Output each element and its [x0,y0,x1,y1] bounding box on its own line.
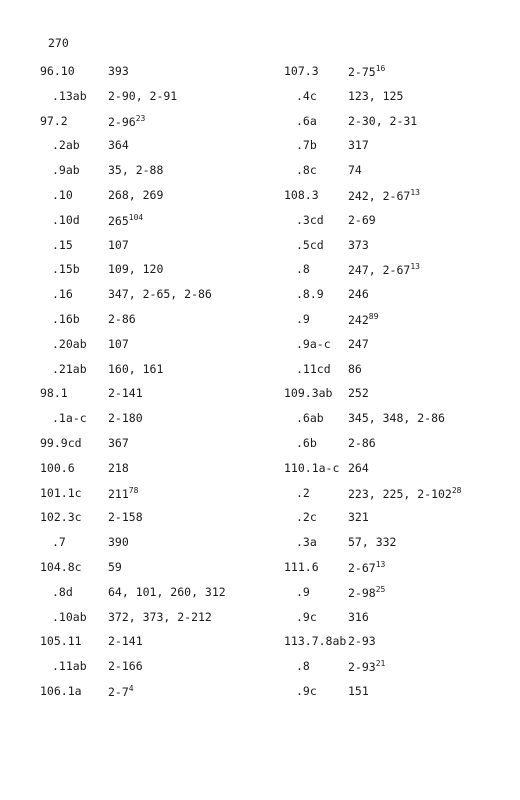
index-reference: .21ab [52,361,87,376]
page-list: 2-93 [348,634,376,649]
index-pages [348,163,362,177]
index-pages [348,411,445,425]
page-list: 2-96 [108,114,136,129]
footnote-number: 25 [375,584,386,594]
index-reference: .4c [296,88,317,103]
index-reference: .8 [296,262,310,277]
page-list: 264 [348,460,369,475]
page-list: 35, 2-88 [108,163,164,178]
index-pages [348,89,403,103]
page-list: 2-86 [108,312,136,326]
index-reference: .7b [296,138,317,153]
page-list: 367 [108,436,129,450]
page-list: 2-166 [108,659,143,674]
index-reference: 104.8c [40,560,82,574]
index-reference: .2c [296,510,317,525]
page-list: 123, 125 [348,88,404,103]
index-pages [108,312,136,326]
index-reference: .11cd [296,361,331,376]
page-list: 2-7 [108,685,129,699]
footnote-number: 78 [128,485,139,495]
page-list: 2-67 [348,561,376,575]
index-reference: .9c [296,684,317,698]
footnote-number: 104 [128,212,144,222]
index-pages [108,287,212,301]
page-list: 218 [108,460,129,475]
index-pages [348,461,369,475]
index-reference: .16b [52,312,80,326]
index-pages [108,560,122,574]
index-pages [348,287,369,301]
index-pages [348,386,369,400]
page-list: 364 [108,138,129,153]
page-list: 109, 120 [108,262,164,277]
index-pages [108,610,212,624]
index-pages [108,684,134,699]
index-pages [348,510,369,524]
index-reference: .9 [296,584,310,599]
index-reference: 107.3 [284,64,319,78]
index-pages [348,362,362,376]
index-pages [348,634,376,648]
index-pages [348,213,376,227]
index-pages [108,262,163,276]
index-pages [348,64,385,79]
page-list: 2-93 [348,660,376,675]
page-list: 59 [108,560,122,574]
index-reference: 106.1a [40,684,82,698]
index-reference: 99.9cd [40,436,82,450]
index-pages [348,659,385,674]
index-pages [108,486,138,501]
index-reference: .3cd [296,212,324,227]
index-pages [108,362,163,376]
index-reference: .10 [52,188,73,202]
index-reference: .7 [52,535,66,550]
index-pages [108,436,129,450]
index-pages [348,188,420,203]
index-reference: .16 [52,287,73,302]
page-list: 321 [348,510,369,525]
index-reference: .6b [296,436,317,450]
page-list: 107 [108,336,129,351]
index-pages [108,510,143,524]
index-reference: 110.1a-c [284,460,340,475]
index-pages [348,262,420,277]
index-pages [348,337,369,351]
page-list: 317 [348,138,369,153]
page-list: 242, 2-67 [348,189,411,203]
page-list: 373 [348,237,369,252]
page-list: 372, 373, 2-212 [108,609,212,624]
index-reference: .8.9 [296,287,324,302]
page-list: 247, 2-67 [348,263,411,278]
index-pages [108,461,129,475]
index-reference: .6ab [296,411,324,426]
page-list: 2-98 [348,585,376,600]
index-reference: 98.1 [40,386,68,401]
page-list: 390 [108,535,129,550]
page-list: 265 [108,213,129,228]
index-pages [108,213,143,228]
index-reference: .1a-c [52,411,87,426]
page-list: 2-75 [348,65,376,79]
footnote-number: 89 [368,312,379,321]
index-pages [348,138,369,152]
index-reference: 108.3 [284,188,319,202]
index-reference: .13ab [52,88,87,103]
index-reference: .10ab [52,609,87,624]
page-list: 2-180 [108,411,143,426]
page-list: 252 [348,386,369,401]
index-reference: 100.6 [40,460,75,475]
page-list: 347, 2-65, 2-86 [108,287,212,302]
page-list: 223, 225, 2-102 [348,486,452,501]
page-list: 74 [348,163,362,178]
index-pages [348,585,385,600]
index-reference: .9 [296,312,310,326]
index-pages [108,89,177,103]
page-list: 64, 101, 260, 312 [108,584,226,599]
index-reference: 109.3ab [284,386,333,401]
index-pages [108,64,129,78]
index-reference: .6a [296,113,317,128]
index-reference: .10d [52,212,80,227]
page-list: 2-69 [348,212,376,227]
page-list: 107 [108,237,129,252]
index-pages [108,585,226,599]
index-reference: .8d [52,584,73,599]
page-list: 86 [348,361,362,376]
footnote-number: 23 [135,113,146,123]
page-list: 2-86 [348,436,376,450]
footnote-number: 13 [375,560,386,569]
footnote-number: 21 [375,659,386,669]
page-list: 160, 161 [108,361,164,376]
index-reference: .11ab [52,659,87,674]
index-pages [108,411,143,425]
index-pages [108,634,143,648]
index-reference: 113.7.8ab [284,634,347,649]
index-pages [108,114,145,129]
index-reference: 96.10 [40,64,75,78]
page-list: 211 [108,486,129,501]
footnote-number: 28 [451,485,462,495]
index-reference: .9a-c [296,336,331,351]
index-reference: .8c [296,163,317,178]
index-reference: .5cd [296,237,324,252]
page-list: 2-141 [108,634,143,649]
page-list: 2-90, 2-91 [108,88,178,103]
index-pages [348,312,378,327]
footnote-number: 13 [410,188,420,197]
index-reference: .2ab [52,138,80,153]
index-pages [348,684,369,698]
index-pages [348,436,376,450]
index-reference: .9ab [52,163,80,178]
index-pages [108,238,129,252]
page-number: 270 [48,36,69,50]
index-reference: .20ab [52,336,87,351]
index-pages [108,535,129,549]
page-list: 151 [348,684,369,698]
page-list: 242 [348,313,369,327]
index-pages [348,114,417,128]
index-pages [108,337,129,351]
index-reference: .15b [52,262,80,277]
index-pages [108,659,143,673]
index-reference: .15 [52,237,73,252]
index-reference: .2 [296,485,310,500]
index-reference: .9c [296,609,317,624]
index-reference: 101.1c [40,485,82,500]
index-reference: 105.11 [40,634,82,649]
index-pages [108,386,143,400]
index-pages [348,238,369,252]
page-list: 247 [348,336,369,351]
footnote-number: 4 [128,684,134,693]
page-list: 345, 348, 2-86 [348,411,445,426]
index-pages [348,535,396,549]
index-pages [348,486,462,501]
index-reference: .3a [296,535,317,550]
index-pages [348,610,369,624]
page-list: 2-30, 2-31 [348,113,418,128]
index-pages [108,188,163,202]
index-reference: 102.3c [40,510,82,525]
page-list: 316 [348,609,369,624]
page-list: 57, 332 [348,535,397,550]
index-reference: 111.6 [284,560,319,574]
index-pages [108,138,129,152]
footnote-number: 13 [410,262,420,272]
page-list: 268, 269 [108,188,164,202]
index-pages [348,560,385,575]
index-reference: 97.2 [40,113,68,128]
page-list: 246 [348,287,369,302]
index-reference: .8 [296,659,310,674]
footnote-number: 16 [375,64,386,73]
page-list: 2-158 [108,510,143,525]
index-pages [108,163,163,177]
page-list: 393 [108,64,129,78]
page-list: 2-141 [108,386,143,401]
